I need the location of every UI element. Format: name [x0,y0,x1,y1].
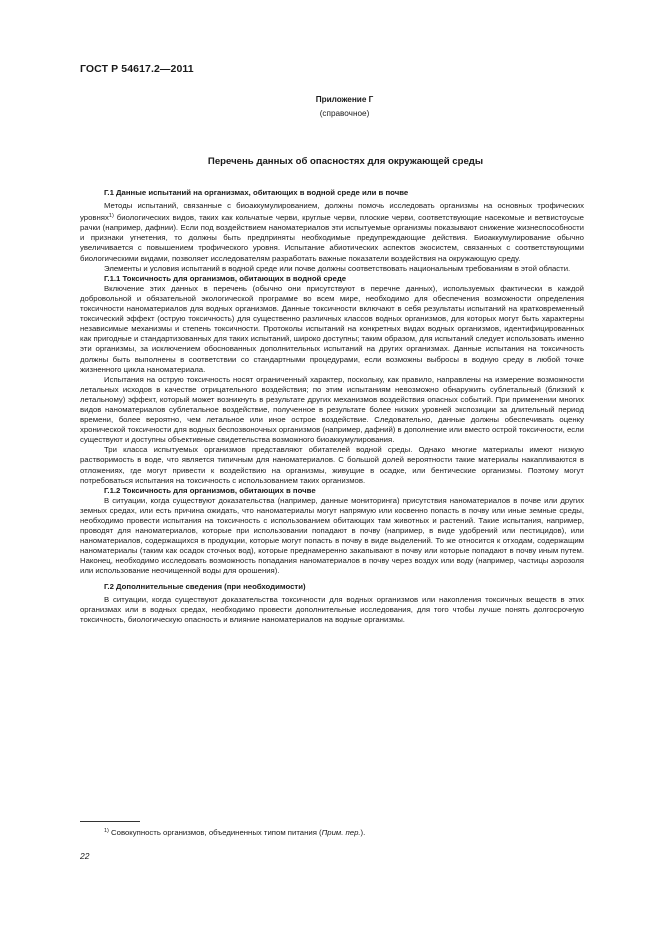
footnote-divider [80,821,140,822]
appendix-type: (справочное) [319,109,370,118]
appendix-label: Приложение Г [315,95,374,104]
paragraph-g12-1: В ситуации, когда существуют доказательства (например, данные мониторинга) присутствия наноматериалов в почве или других земных средах, или есть причина ожидать, что наноматериалы могут напрямую или косвенно попасть в почву или иные земные среды, необходимо провести испытания на токсичность с использованием обитающих там животных и растений. Такие испытания, например, проводят для наноматериалов, которые при использовании попадают в почву (например, в виде удобрений или пестицидов), или наноматериалов, содержащихся в продукции, которые могут попасть в почву в виде выделений. То же относится к отходам, содержащим наноматериалы (таким как осадок сточных вод), которые преднамеренно закапывают в почву или которые попадают в почву иным путем. Наконец, необходимо исследовать возможность попадания наноматериалов в почву через воздух или воду (например, частицы аэрозоля или использование неочищенной воды для орошения). [80,495,584,576]
page-title: Перечень данных об опасностях для окружающей среды [207,156,484,167]
paragraph-g11-2: Испытания на острую токсичность носят ограниченный характер, поскольку, как правило, направлены на измерение возможности летальных исходов в качестве отрицательного воздействия; по этим испытаниям невозможно обнаружить сублетальный (близкий к летальному) эффект, который может возникнуть в результате других механизмов воздействия опасных событий. При применении многих видов наноматериалов сублетальное воздействие, полученное в результате более низких уровней экспозиции за длительный период времени, более вероятно, чем летальное или иное острое воздействие. Следовательно, данные должны обеспечивать оценку хронической токсичности для водных беспозвоночных организмов (например, дафний) в дополнение или вместо острой токсичности, если существуют и доступны объективные свидетельства возможного биоаккумулирования. [80,374,584,445]
paragraph-g1-1-part-b: биологических видов, таких как кольчатые черви, круглые черви, плоские черви, соответствующие насекомые и ветвистоусые рачки (например, дафнии). Если под воздействием наноматериалов эти испытуемые организмы показывают снижение жизнеспособности и признаки угнетения, то должны быть предприняты необходимые предупреждающие действия. Биоаккумулирование обычно увеличивается с повышением трофического уровня. Испытание абиотических аспектов экосистем, связанных с соответствующими биологическими видами, позволяет исследователям разработать важные показатели воздействия на окружающую среду. [80,213,584,263]
footnote-text-a: Совокупность организмов, объединенных типом питания ( [108,828,322,837]
paragraph-g1-2: Элементы и условия испытаний в водной среде или почве должны соответствовать национальным требованиям в этой области. [104,263,571,273]
standard-header: ГОСТ Р 54617.2—2011 [80,63,194,75]
page-number: 22 [80,851,90,861]
footnote-marker: 1) [104,828,109,834]
paragraph-g1-1-part-a: Методы испытаний, связанные с биоаккумулированием, должны помочь исследовать организмы на основных трофических уровнях [80,201,584,223]
paragraph-g2-1: В ситуации, когда существуют доказательства токсичности для водных организмов или накопления токсичных веществ в этих организмах или в водных средах, необходимо провести дополнительные исследования, для того чтобы лучше понять долгосрочную токсичность, биологическую опасность и влияние наноматериалов на водные организмы. [80,594,584,624]
section-heading-g1-1: Г.1.1 Токсичность для организмов, обитающих в водной среде [104,273,347,283]
paragraph-g11-3: Три класса испытуемых организмов представляют обитателей водной среды. Однако многие материалы имеют низкую растворимость в воде, что является типичным для наноматериалов. С большой долей вероятности такие материалы накапливаются в отложениях, где могут привести к воздействию на организмы, живущие в осадке, или бентические организмы. Поэтому могут потребоваться испытания на токсичность с использованием таких организмов. [80,445,584,485]
paragraph-g1-1 [80,201,584,264]
footnote [104,828,365,837]
section-heading-g1: Г.1 Данные испытаний на организмах, обитающих в водной среде или в почве [104,188,409,197]
paragraph-g11-1: Включение этих данных в перечень (обычно они присутствуют в перечне данных), используемых фактически в каждой добровольной и обязательной экологической программе во всем мире, необходимо для обеспечения возможности определения токсичности наноматериалов для водных организмов. Данные токсичности включают в себя результаты испытаний на кратковременный токсический эффект (острую токсичность) для существенно различных классов водных организмов, для которых могут быть характерны независимые механизмы и степень токсичности. Протоколы испытаний на конкретных видах водных организмов, идентифицированных как пригодные и стандартизованных для таких испытаний, широко доступны; таким образом, для испытаний следует использовать именно эти организмы, за исключением обоснованных дополнительных испытаний на других организмах. Данные испытания на токсичность должны быть выполнены в соответствии со стандартными процедурами, если возможны выбросы в водную среду в любой точке жизненного цикла наноматериала. [80,283,584,374]
footnote-text-italic: Прим. пер. [321,828,361,837]
footnote-ref: 1) [108,213,114,220]
document-body [80,188,584,625]
footnote-text-b: ). [360,828,366,837]
section-heading-g1-2: Г.1.2 Токсичность для организмов, обитающих в почве [104,485,316,495]
section-heading-g2: Г.2 Дополнительные сведения (при необходимости) [104,581,306,591]
